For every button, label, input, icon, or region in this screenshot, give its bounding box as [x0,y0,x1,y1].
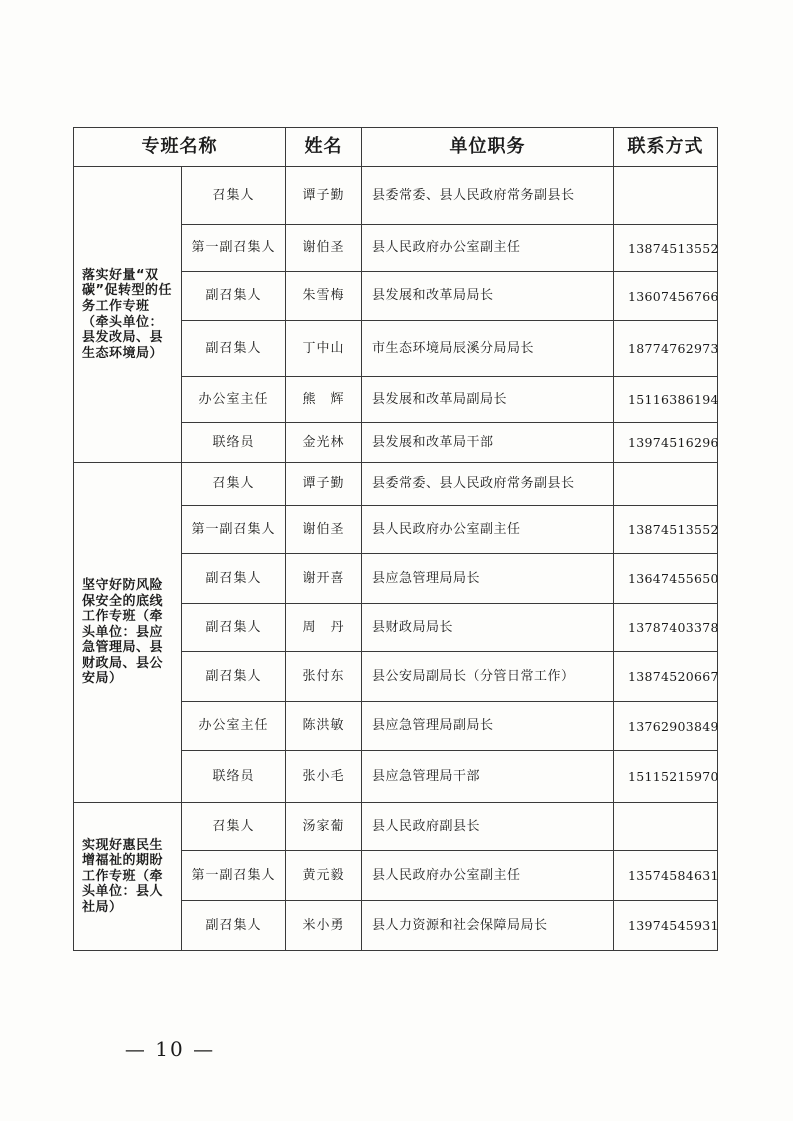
position-cell: 县应急管理局局长 [362,554,614,604]
header-row [74,128,718,167]
header-name: 姓名 [286,128,362,167]
role-cell: 副召集人 [182,272,286,321]
position-cell: 县发展和改革局局长 [362,272,614,321]
group-name: 坚守好防风险保安全的底线工作专班（牵头单位：县应急管理局、县财政局、县公安局） [74,463,182,803]
name-cell: 谭子勤 [286,167,362,225]
name-cell: 金光林 [286,423,362,463]
position-cell: 县委常委、县人民政府常务副县长 [362,463,614,506]
phone-cell: 18774762973 [614,321,718,377]
name-cell: 丁中山 [286,321,362,377]
name-cell: 周 丹 [286,604,362,652]
position-cell: 县人民政府办公室副主任 [362,506,614,554]
name-cell: 米小勇 [286,901,362,951]
header-contact: 联系方式 [614,128,718,167]
name-cell: 谢伯圣 [286,506,362,554]
name-cell: 陈洪敏 [286,702,362,751]
role-cell: 联络员 [182,751,286,803]
role-cell: 办公室主任 [182,377,286,423]
phone-cell: 13762903849 [614,702,718,751]
roster-table [73,127,718,951]
phone-cell [614,463,718,506]
role-cell: 召集人 [182,167,286,225]
role-cell: 副召集人 [182,901,286,951]
name-cell: 熊 辉 [286,377,362,423]
header-team-name: 专班名称 [74,128,286,167]
phone-cell: 15115215970 [614,751,718,803]
role-cell: 召集人 [182,463,286,506]
role-cell: 联络员 [182,423,286,463]
header-position: 单位职务 [362,128,614,167]
position-cell: 县发展和改革局干部 [362,423,614,463]
phone-cell [614,803,718,851]
role-cell: 办公室主任 [182,702,286,751]
phone-cell: 13974545931 [614,901,718,951]
table-row [74,167,718,225]
phone-cell: 13874513552 [614,225,718,272]
role-cell: 第一副召集人 [182,851,286,901]
role-cell: 第一副召集人 [182,225,286,272]
position-cell: 县人民政府办公室副主任 [362,851,614,901]
phone-cell: 15116386194 [614,377,718,423]
phone-cell: 13974516296 [614,423,718,463]
name-cell: 汤家葡 [286,803,362,851]
phone-cell: 13574584631 [614,851,718,901]
position-cell: 县发展和改革局副局长 [362,377,614,423]
position-cell: 县人民政府副县长 [362,803,614,851]
table-row [74,803,718,851]
phone-cell [614,167,718,225]
role-cell: 副召集人 [182,554,286,604]
group-name: 落实好量“双碳”促转型的任务工作专班（牵头单位：县发改局、县生态环境局） [74,167,182,463]
position-cell: 县应急管理局干部 [362,751,614,803]
role-cell: 副召集人 [182,321,286,377]
name-cell: 张小毛 [286,751,362,803]
phone-cell: 13874520667 [614,652,718,702]
position-cell: 县人力资源和社会保障局局长 [362,901,614,951]
table-row [74,463,718,506]
position-cell: 县公安局副局长（分管日常工作） [362,652,614,702]
name-cell: 谭子勤 [286,463,362,506]
name-cell: 谢开喜 [286,554,362,604]
phone-cell: 13647455650 [614,554,718,604]
position-cell: 县财政局局长 [362,604,614,652]
phone-cell: 13787403378 [614,604,718,652]
role-cell: 召集人 [182,803,286,851]
role-cell: 副召集人 [182,652,286,702]
name-cell: 黄元毅 [286,851,362,901]
name-cell: 张付东 [286,652,362,702]
group-name: 实现好惠民生增福祉的期盼工作专班（牵头单位：县人社局） [74,803,182,951]
name-cell: 朱雪梅 [286,272,362,321]
role-cell: 副召集人 [182,604,286,652]
phone-cell: 13874513552 [614,506,718,554]
position-cell: 市生态环境局辰溪分局局长 [362,321,614,377]
role-cell: 第一副召集人 [182,506,286,554]
phone-cell: 13607456766 [614,272,718,321]
name-cell: 谢伯圣 [286,225,362,272]
position-cell: 县应急管理局副局长 [362,702,614,751]
page-number: — 10 — [124,1037,216,1061]
position-cell: 县人民政府办公室副主任 [362,225,614,272]
position-cell: 县委常委、县人民政府常务副县长 [362,167,614,225]
